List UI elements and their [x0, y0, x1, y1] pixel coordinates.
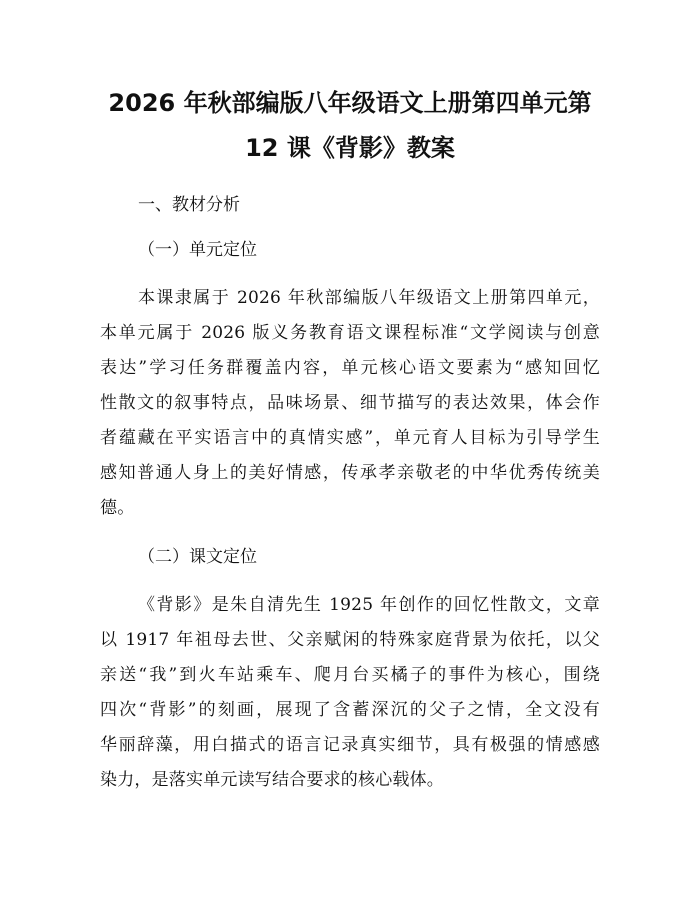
paragraph-line: 德。 — [100, 498, 135, 518]
paragraph-line: 染力，是落实单元读写结合要求的核心载体。 — [100, 770, 444, 790]
paragraph-line: 华丽辞藻，用白描式的语言记录真实细节，具有极强的情感感 — [100, 735, 600, 755]
paragraph-line: 本单元属于 2026 版义务教育语文课程标准“文学阅读与创意 — [100, 323, 600, 343]
subsection-heading-unit-positioning: （一）单元定位 — [138, 240, 257, 260]
paragraph-line: 感知普通人身上的美好情感，传承孝亲敬老的中华优秀传统美 — [100, 463, 600, 483]
paragraph-line: 亲送“我”到火车站乘车、爬月台买橘子的事件为核心，围绕 — [100, 665, 600, 685]
paragraph-line: 本课隶属于 2026 年秋部编版八年级语文上册第四单元， — [138, 288, 600, 308]
paragraph-line: 《背影》是朱自清先生 1925 年创作的回忆性散文，文章 — [138, 595, 600, 615]
paragraph-line: 四次“背影”的刻画，展现了含蓄深沉的父子之情，全文没有 — [100, 700, 600, 720]
subsection-heading-text-positioning: （二）课文定位 — [138, 547, 257, 567]
document-title-line-2: 12 课《背影》教案 — [245, 134, 455, 162]
paragraph-line: 性散文的叙事特点，品味场景、细节描写的表达效果，体会作 — [100, 393, 600, 413]
paragraph-line: 以 1917 年祖母去世、父亲赋闲的特殊家庭背景为依托，以父 — [100, 630, 600, 650]
paragraph-line: 表达”学习任务群覆盖内容，单元核心语文要素为“感知回忆 — [100, 358, 600, 378]
paragraph-line: 者蕴藏在平实语言中的真情实感”，单元育人目标为引导学生 — [100, 428, 600, 448]
section-heading-teaching-material-analysis: 一、教材分析 — [138, 195, 240, 215]
document-title-line-1: 2026 年秋部编版八年级语文上册第四单元第 — [108, 89, 592, 117]
